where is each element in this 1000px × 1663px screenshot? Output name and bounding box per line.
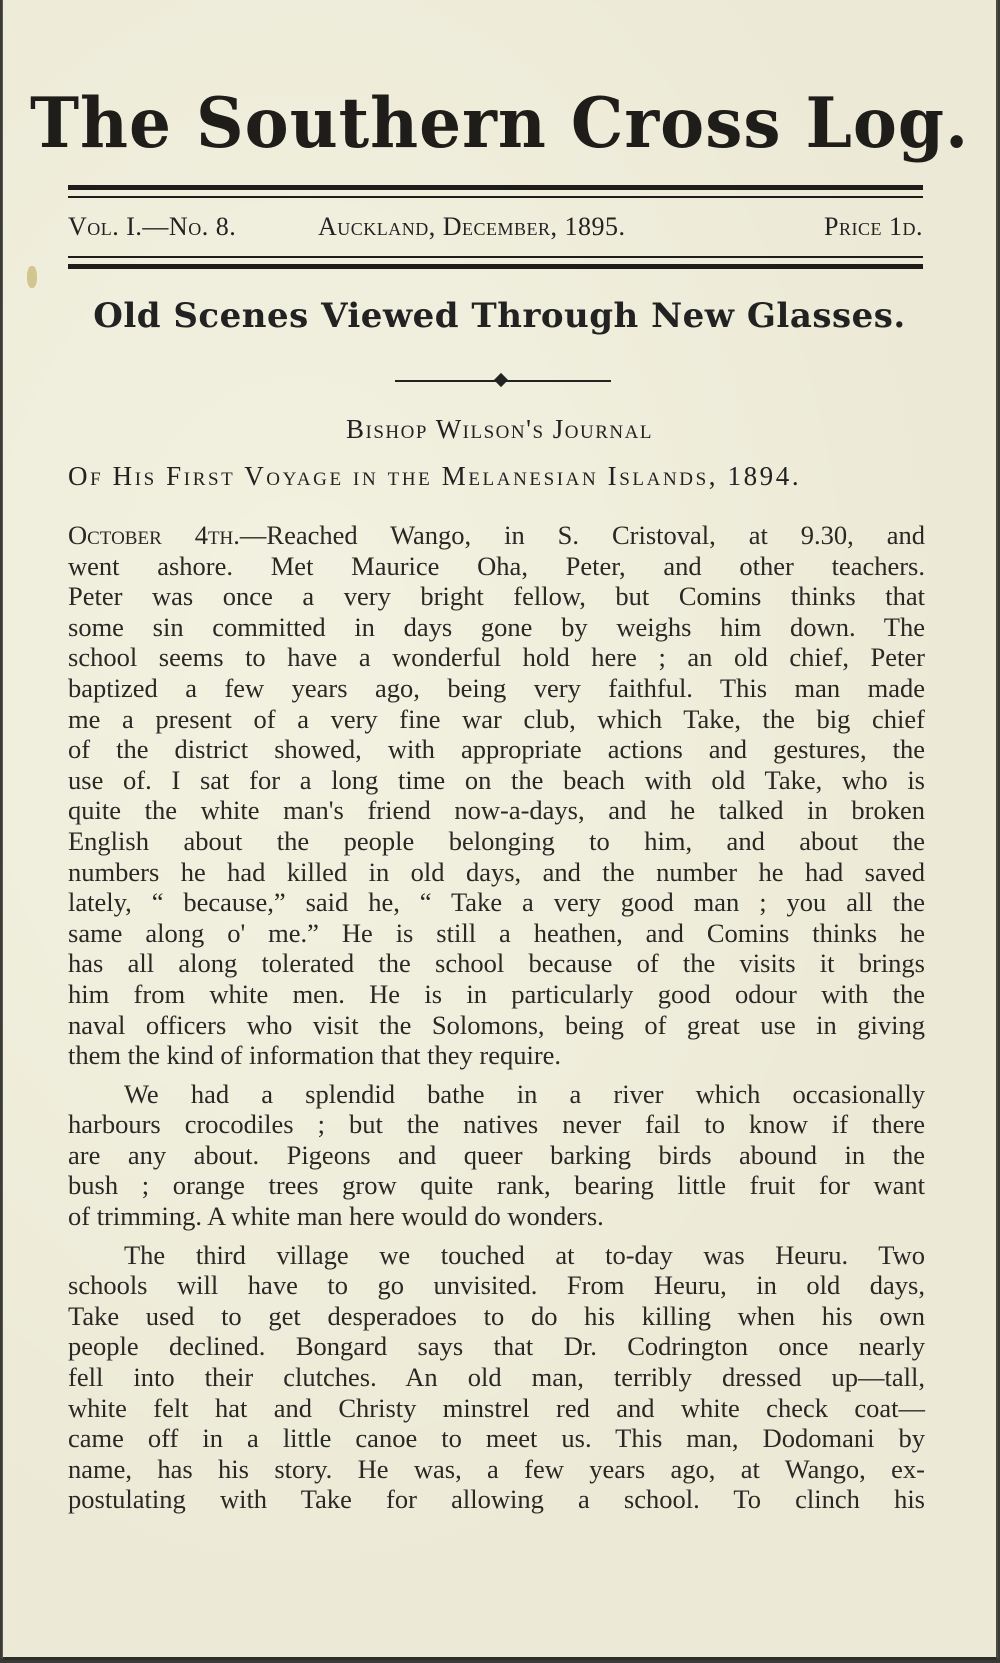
text-line: lately, “ because,” said he, “ Take a very good man ; you all the <box>68 887 925 918</box>
text-line: of trimming. A white man here would do wonders. <box>68 1201 604 1232</box>
volume-number: Vol. I.—No. 8. <box>68 212 237 241</box>
article-heading: Bishop Wilson's Journal <box>346 414 653 444</box>
text-line: went ashore. Met Maurice Oha, Peter, and other teachers. <box>68 550 925 581</box>
text-line: are any about. Pigeons and queer barking birds abound in the <box>68 1139 925 1170</box>
text-line: fell into their clutches. An old man, terribly dressed up—tall, <box>68 1362 925 1393</box>
masthead-info-row <box>68 212 923 248</box>
text-line: came off in a little canoe to meet us. This man, Dodomani by <box>68 1423 925 1454</box>
ornament-diamond-icon <box>494 373 508 387</box>
text-line: naval officers who visit the Solomons, being of great use in giving <box>68 1009 925 1040</box>
masthead-rule-thick-top <box>68 185 923 190</box>
text-line: school seems to have a wonderful hold here ; an old chief, Peter <box>68 642 925 673</box>
paper-stain <box>27 266 37 288</box>
ornament-divider <box>395 378 611 384</box>
paragraph-3 <box>68 1240 925 1515</box>
text-line: him from white men. He is in particularly good odour with the <box>68 978 925 1009</box>
place-date: Auckland, December, 1895. <box>318 212 626 241</box>
text-line: has all along tolerated the school because of the visits it brings <box>68 948 925 979</box>
text-line: some sin committed in days gone by weighs him down. The <box>68 611 925 642</box>
text-line: postulating with Take for allowing a school. To clinch his <box>68 1484 925 1515</box>
text-line: them the kind of information that they require. <box>68 1040 562 1071</box>
text-line: of the district showed, with appropriate actions and gestures, the <box>68 734 925 765</box>
masthead-rule-thin-bottom <box>68 256 923 258</box>
paragraph-1 <box>68 520 925 1071</box>
text-line: harbours crocodiles ; but the natives never fail to know if there <box>68 1109 925 1140</box>
article-title: Old Scenes Viewed Through New Glasses. <box>93 296 906 336</box>
text-line: We had a splendid bathe in a river which occasionally <box>124 1078 925 1109</box>
text-line: same along o' me.” He is still a heathen, and Comins thinks he <box>68 917 925 948</box>
masthead-rule-thick-bottom <box>68 264 923 269</box>
text-line: numbers he had killed in old days, and the number he had saved <box>68 856 925 887</box>
masthead-rule-thin-top <box>68 196 923 198</box>
text-line: The third village we touched at to-day was Heuru. Two <box>124 1239 925 1270</box>
masthead-title: The Southern Cross Log. <box>29 82 970 164</box>
text-line: English about the people belonging to him, and about the <box>68 825 925 856</box>
text-line: Take used to get desperadoes to do his killing when his own <box>68 1300 925 1331</box>
article-subheading: Of His First Voyage in the Melanesian Islands, 1894. <box>68 461 802 491</box>
text-line: baptized a few years ago, being very faithful. This man made <box>68 672 925 703</box>
paragraph-2 <box>68 1079 925 1232</box>
text-line: me a present of a very fine war club, which Take, the big chief <box>68 703 925 734</box>
article-body <box>68 520 925 1523</box>
text-line: October 4th.—Reached Wango, in S. Cristoval, at 9.30, and <box>68 520 925 550</box>
text-line: name, has his story. He was, a few years ago, at Wango, ex- <box>68 1453 925 1484</box>
document-page <box>2 0 998 1660</box>
text-line: white felt hat and Christy minstrel red and white check coat— <box>68 1392 925 1423</box>
price: Price 1d. <box>824 212 923 241</box>
text-line: bush ; orange trees grow quite rank, bearing little fruit for want <box>68 1170 925 1201</box>
text-line: Peter was once a very bright fellow, but Comins thinks that <box>68 581 925 612</box>
text-line: quite the white man's friend now-a-days, and he talked in broken <box>68 795 925 826</box>
text-line: people declined. Bongard says that Dr. Codrington once nearly <box>68 1331 925 1362</box>
date-lead: October 4th. <box>68 520 240 550</box>
text-line: use of. I sat for a long time on the beach with old Take, who is <box>68 764 925 795</box>
text-line: schools will have to go unvisited. From Heuru, in old days, <box>68 1270 925 1301</box>
